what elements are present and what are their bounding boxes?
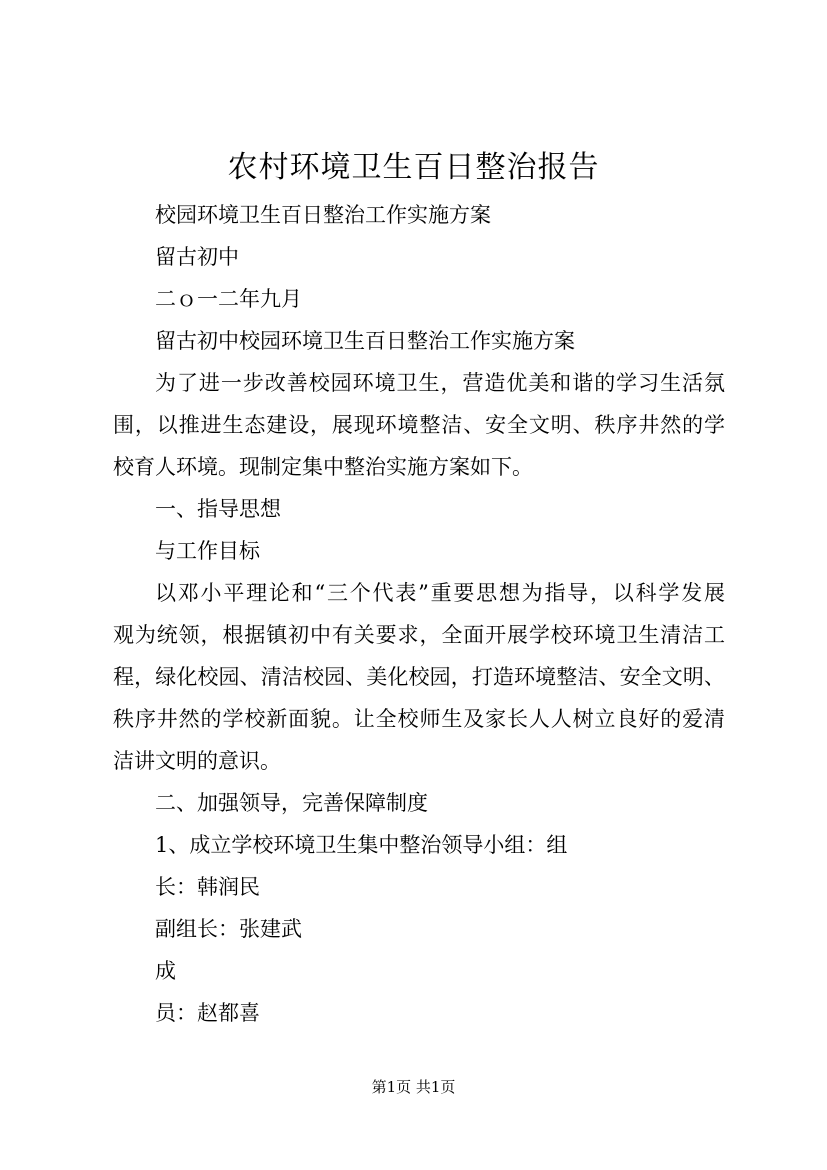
document-body	[113, 194, 725, 1034]
body-line-intro-2: 围，以推进生态建设，展现环境整洁、安全文明、秩序井然的学	[113, 413, 725, 437]
body-line-school-name: 留古初中	[155, 245, 239, 269]
body-line-member-label: 成	[155, 959, 176, 983]
section-heading-1-cont: 与工作目标	[155, 539, 260, 563]
body-line-date: 二ｏ一二年九月	[155, 287, 302, 311]
body-line-full-title: 留古初中校园环境卫生百日整治工作实施方案	[155, 329, 575, 353]
body-line-intro-1: 为了进一步改善校园环境卫生，营造优美和谐的学习生活氛	[155, 371, 725, 395]
body-line-guide-1: 以邓小平理论和“三个代表”重要思想为指导，以科学发展	[155, 581, 725, 605]
document-title: 农村环境卫生百日整治报告	[227, 150, 600, 185]
section-heading-2: 二、加强领导，完善保障制度	[155, 791, 428, 815]
body-line-intro-3: 校育人环境。现制定集中整治实施方案如下。	[113, 455, 533, 479]
page-number-footer: 第1页 共1页	[371, 1078, 456, 1096]
body-line-group-setup: 1、成立学校环境卫生集中整治领导小组：组	[155, 833, 568, 857]
body-line-guide-3: 程，绿化校园、清洁校园、美化校园，打造环境整洁、安全文明、	[113, 665, 725, 689]
body-line-guide-4: 秩序井然的学校新面貌。让全校师生及家长人人树立良好的爱清	[113, 707, 725, 731]
section-heading-1: 一、指导思想	[155, 497, 281, 521]
body-line-guide-2: 观为统领，根据镇初中有关要求，全面开展学校环境卫生清洁工	[113, 623, 725, 647]
body-line-deputy-leader: 副组长：张建武	[155, 917, 302, 941]
body-line-member: 员：赵都喜	[155, 1001, 260, 1025]
body-line-plan-title: 校园环境卫生百日整治工作实施方案	[155, 203, 491, 227]
body-line-leader: 长：韩润民	[155, 875, 260, 899]
body-line-guide-5: 洁讲文明的意识。	[113, 749, 281, 773]
